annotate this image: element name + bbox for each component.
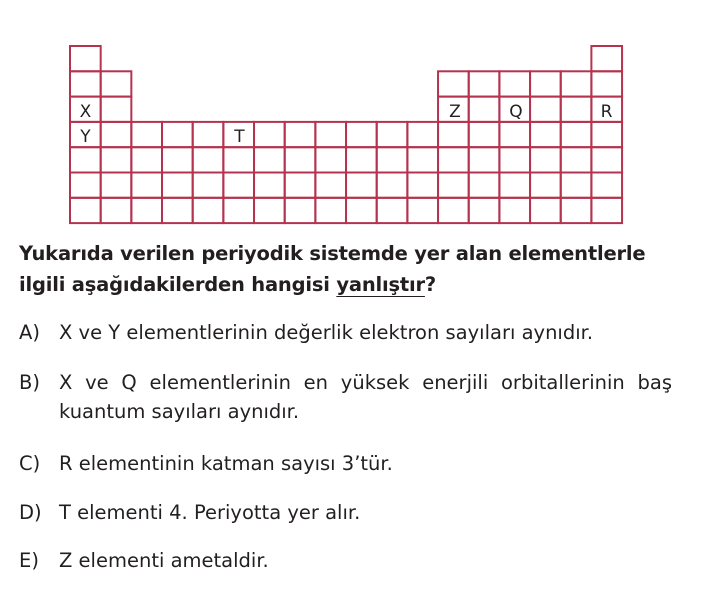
table-cell [315,122,346,147]
table-cell [70,46,101,71]
periodic-table [0,0,702,230]
table-cell [377,198,408,223]
table-cell [469,198,500,223]
table-cell [438,147,469,172]
table-cell [377,173,408,198]
table-cell [407,198,438,223]
element-t-label: T [234,127,245,147]
table-cell [223,173,254,198]
table-cell [561,71,592,96]
table-cell [469,147,500,172]
table-cell [469,173,500,198]
table-cell [591,198,622,223]
table-cell [561,198,592,223]
table-cell [254,147,285,172]
table-cell [499,147,530,172]
table-cell [561,122,592,147]
table-cell [162,147,193,172]
table-cell [561,173,592,198]
option-c-letter: C) [19,452,41,475]
table-cell [101,198,132,223]
table-cell [591,71,622,96]
question-stem [19,238,679,300]
option-e-text: Z elementi ametaldir. [59,549,269,572]
table-cell [499,122,530,147]
table-cell [285,147,316,172]
table-cell [254,198,285,223]
table-cell [131,173,162,198]
table-cell [591,46,622,71]
periodic-table-grid [70,46,622,223]
table-cell [223,147,254,172]
table-cell [469,97,500,122]
table-cell [530,198,561,223]
table-cell [315,173,346,198]
table-cell [193,198,224,223]
table-cell [530,173,561,198]
table-cell [315,147,346,172]
option-b-letter: B) [19,371,40,394]
table-cell [469,71,500,96]
element-x-label: X [79,102,92,122]
option-b-text: X ve Q elementlerinin en yüksek enerjili orbitallerinin baş kuantum sayıları aynıdır. [59,371,672,423]
option-a-letter: A) [19,321,40,344]
table-cell [315,198,346,223]
table-cell [407,122,438,147]
table-cell [530,97,561,122]
table-cell [70,71,101,96]
element-q-label: Q [509,102,523,122]
table-cell [377,147,408,172]
table-cell [101,71,132,96]
table-cell [254,122,285,147]
table-cell [561,147,592,172]
table-cell [162,198,193,223]
option-d-letter: D) [19,501,42,524]
table-cell [377,122,408,147]
table-cell [499,71,530,96]
table-cell [561,97,592,122]
table-cell [101,97,132,122]
option-d-text: T elementi 4. Periyotta yer alır. [59,501,361,524]
table-cell [438,71,469,96]
table-cell [193,122,224,147]
table-cell [101,173,132,198]
question-emphasis: yanlıştır [336,273,425,296]
table-cell [70,173,101,198]
option-c-text: R elementinin katman sayısı 3’tür. [59,452,393,475]
table-cell [530,122,561,147]
question-stem-text: Yukarıda verilen periyodik sistemde yer alan elementlerle ilgili aşağıdakilerden hangisi [19,242,646,296]
table-cell [70,198,101,223]
table-cell [499,198,530,223]
table-cell [346,198,377,223]
table-cell [499,173,530,198]
table-cell [162,173,193,198]
table-cell [223,198,254,223]
table-cell [407,173,438,198]
table-cell [530,147,561,172]
question-mark: ? [424,273,437,296]
table-cell [162,122,193,147]
table-cell [346,122,377,147]
option-a-text: X ve Y elementlerinin değerlik elektron sayıları aynıdır. [59,321,594,344]
table-cell [346,147,377,172]
option-e-letter: E) [19,549,39,572]
table-cell [101,147,132,172]
element-y-label: Y [80,127,91,147]
table-cell [193,173,224,198]
table-cell [131,122,162,147]
table-cell [346,173,377,198]
table-cell [193,147,224,172]
table-cell [530,71,561,96]
table-cell [131,147,162,172]
table-cell [591,173,622,198]
table-cell [285,198,316,223]
table-cell [591,122,622,147]
table-cell [407,147,438,172]
table-cell [591,147,622,172]
table-cell [131,198,162,223]
table-cell [70,147,101,172]
table-cell [438,198,469,223]
table-cell [254,173,285,198]
element-r-label: R [600,102,613,122]
table-cell [438,173,469,198]
table-cell [101,122,132,147]
element-z-label: Z [449,102,461,122]
table-cell [285,173,316,198]
table-cell [438,122,469,147]
table-cell [285,122,316,147]
table-cell [469,122,500,147]
